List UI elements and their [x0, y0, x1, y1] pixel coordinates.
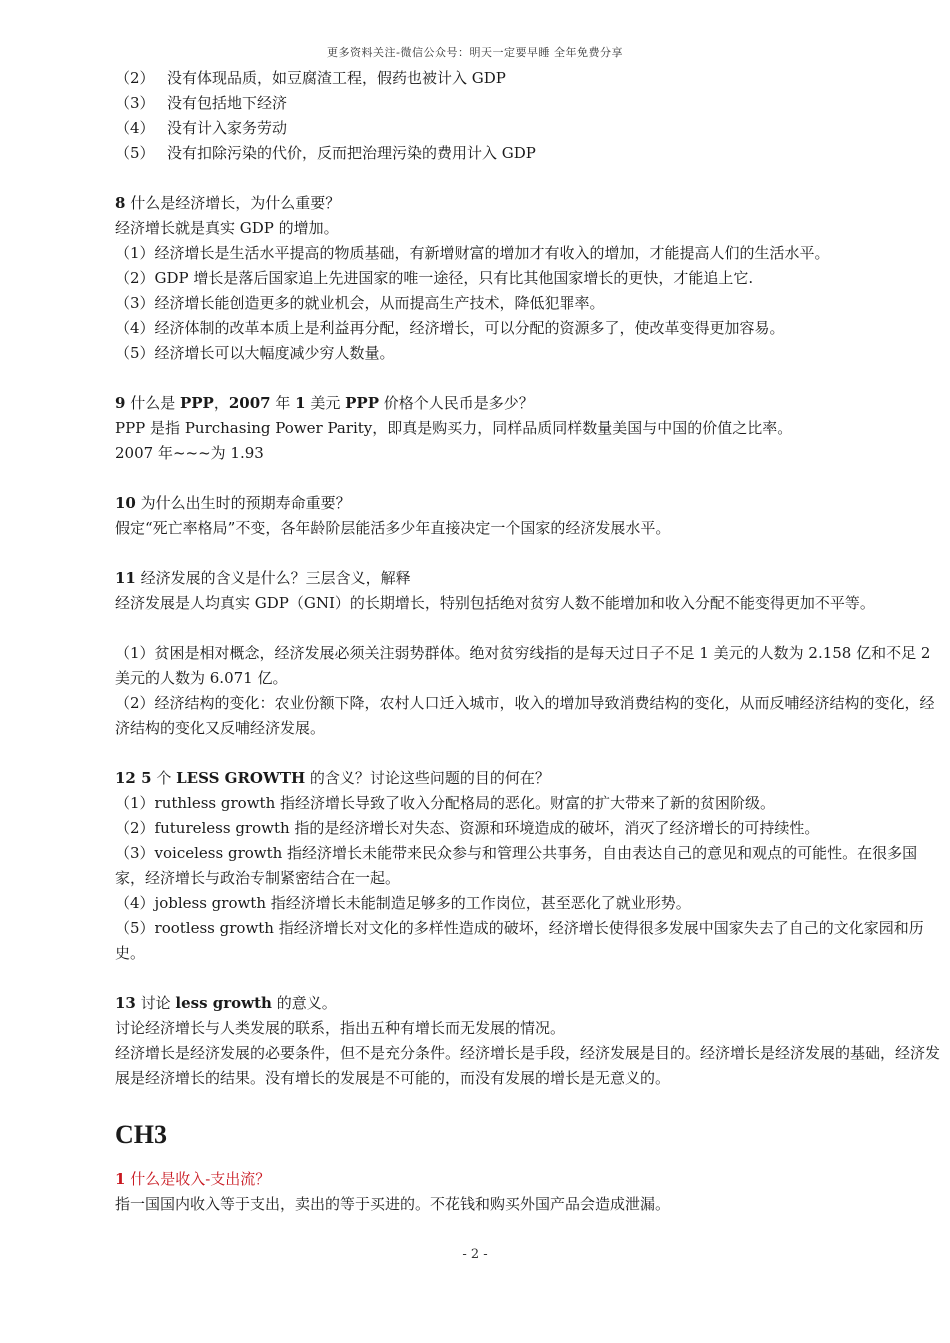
question-11 — [115, 566, 945, 741]
question-heading: 10 为什么出生时的预期寿命重要？ — [115, 494, 351, 512]
answer-text: 经济增长就是真实 GDP 的增加。 — [115, 219, 339, 237]
question-13 — [115, 991, 945, 1091]
answer-text: PPP 是指 Purchasing Power Parity，即真是购买力，同样品质同样数量美国与中国的价值之比率。 — [115, 419, 793, 437]
list-item: （3） 没有包括地下经济 — [115, 94, 288, 112]
page-content — [115, 66, 945, 1217]
answer-text: 2007 年~~~为 1.93 — [115, 444, 264, 462]
list-item: （4） 没有计入家务劳动 — [115, 119, 288, 137]
question-heading: 13 讨论 less growth 的意义。 — [115, 994, 337, 1012]
list-item: （1）贫困是相对概念，经济发展必须关注弱势群体。绝对贫穷线指的是每天过日子不足 1 美元的人数为 2.158 亿和不足 2 美元的人数为 6.071 亿。 — [115, 644, 931, 687]
list-top — [115, 66, 945, 166]
page-header: 更多资料关注-微信公众号：明天一定要早睡 全年免费分享 — [327, 46, 623, 59]
question-heading: 8 什么是经济增长，为什么重要？ — [115, 194, 341, 212]
answer-text: 经济增长是经济发展的必要条件，但不是充分条件。经济增长是手段，经济发展是目的。经济增长是经济发展的基础，经济发展是经济增长的结果。没有增长的发展是不可能的，而没有发展的增长是无意义的。 — [115, 1044, 941, 1087]
chapter-title: CH3 — [115, 1120, 167, 1149]
list-item: （5） 没有扣除污染的代价，反而把治理污染的费用计入 GDP — [115, 144, 536, 162]
list-item: （4）jobless growth 指经济增长未能制造足够多的工作岗位，甚至恶化了就业形势。 — [115, 894, 691, 912]
question-9 — [115, 391, 945, 466]
question-heading: 9 什么是 PPP，2007 年 1 美元 PPP 价格个人民币是多少？ — [115, 394, 534, 412]
question-10 — [115, 491, 945, 541]
list-item: （3）经济增长能创造更多的就业机会，从而提高生产技术，降低犯罪率。 — [115, 294, 605, 312]
list-item: （3）voiceless growth 指经济增长未能带来民众参与和管理公共事务，自由表达自己的意见和观点的可能性。在很多国家，经济增长与政治专制紧密结合在一起。 — [115, 844, 918, 887]
answer-text: 讨论经济增长与人类发展的联系，指出五种有增长而无发展的情况。 — [115, 1019, 566, 1037]
list-item: （5）经济增长可以大幅度减少穷人数量。 — [115, 344, 395, 362]
question-8 — [115, 191, 945, 366]
list-item: （2）GDP 增长是落后国家追上先进国家的唯一途径，只有比其他国家增长的更快，才能追上它. — [115, 269, 754, 287]
list-item: （4）经济体制的改革本质上是利益再分配，经济增长，可以分配的资源多了，使改革变得更加容易。 — [115, 319, 785, 337]
list-item: （1）ruthless growth 指经济增长导致了收入分配格局的恶化。财富的扩大带来了新的贫困阶级。 — [115, 794, 776, 812]
list-item: （2） 没有体现品质，如豆腐渣工程，假药也被计入 GDP — [115, 69, 506, 87]
question-heading: 11 经济发展的含义是什么？三层含义，解释 — [115, 569, 411, 587]
question-12 — [115, 766, 945, 966]
question-heading: 12 5 个 LESS GROWTH 的含义？讨论这些问题的目的何在？ — [115, 769, 550, 787]
answer-text: 指一国国内收入等于支出，卖出的等于买进的。不花钱和购买外国产品会造成泄漏。 — [115, 1195, 671, 1213]
ch3-question-1 — [115, 1167, 945, 1217]
list-item: （5）rootless growth 指经济增长对文化的多样性造成的破坏，经济增长使得很多发展中国家失去了自己的文化家园和历史。 — [115, 919, 924, 962]
answer-text: 经济发展是人均真实 GDP（GNI）的长期增长，特别包括绝对贫穷人数不能增加和收入分配不能变得更加不平等。 — [115, 594, 875, 612]
page-number: - 2 - — [462, 1247, 488, 1262]
question-heading: 1 什么是收入-支出流？ — [115, 1170, 271, 1188]
list-item: （2）futureless growth 指的是经济增长对失态、资源和环境造成的破坏，消灭了经济增长的可持续性。 — [115, 819, 820, 837]
answer-text: 假定“死亡率格局”不变，各年龄阶层能活多少年直接决定一个国家的经济发展水平。 — [115, 519, 671, 537]
list-item: （2）经济结构的变化：农业份额下降，农村人口迁入城市，收入的增加导致消费结构的变化，从而反哺经济结构的变化，经济结构的变化又反哺经济发展。 — [115, 694, 935, 737]
list-item: （1）经济增长是生活水平提高的物质基础，有新增财富的增加才有收入的增加，才能提高人们的生活水平。 — [115, 244, 830, 262]
